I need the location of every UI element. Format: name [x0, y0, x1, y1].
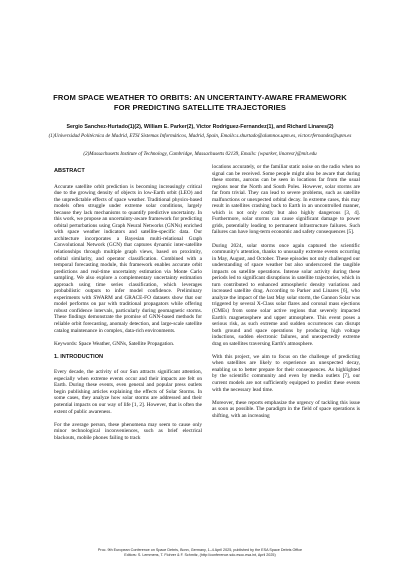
right-paragraph-2: During 2024, solar storms once again captured the scientific community's attention, thanks to unusually extreme events occurring in May, August, and October. These episodes not only challenged our understanding of space weather but also underscored the tangible impacts on satellite operations. Intense solar activity during these periods led to significant disruptions in satellite trajectories, which in turn contributed to enhanced atmospheric density variations and increased satellite drag. According to Parker and Linares [6], who analyze the impact of the last May solar storm, the Gannon Solar was triggered by several X-Class solar flares and coronal mass ejections (CMEs) from some solar active regions that severely impacted Earth's magnetosphere and upper atmosphere. This event poses a serious risk, as such extreme and sudden occurrences can disrupt both ground and space operations by producing high voltage inductions, sudden electronic failures, and unexpectedly extreme drag on satellites traversing Earth's atmosphere.: [212, 242, 360, 347]
right-paragraph-4: Moreover, these reports emphasize the urgency of tackling this issue as soon as possible. The paradigm in the field of space operations is shifting, with an increasing: [212, 399, 360, 419]
page-footer: [30, 548, 370, 558]
title-line-1: FROM SPACE WEATHER TO ORBITS: AN UNCERTAINTY-AWARE FRAMEWORK: [53, 93, 347, 102]
right-paragraph-3: With this project, we aim to focus on the challenge of predicting when satellites are likely to experience an unexpected decay, enabling us to better prepare for their consequences. As highlighted by the scientific community and even by media outlets [7], our current models are not sufficiently equipped to predict these events with the necessary lead time.: [212, 353, 360, 393]
paper-title: [40, 93, 360, 113]
keywords: Keywords: Space Weather, GNNs, Satellite Propagation.: [54, 340, 175, 347]
abstract-heading: ABSTRACT: [54, 168, 85, 174]
intro-paragraph-1: Every decade, the activity of our Sun attracts significant attention, especially when extreme events occur and their impacts are felt on Earth. During these events, even general and popular press outlets begin publishing articles explaining the effects of Solar Storms. In some cases, they analyze how solar storms are addressed and their potential impacts on our way of life [1, 2]. However, that is often the extent of public awareness.: [54, 369, 202, 415]
right-paragraph-1: locations accurately, or the familiar static noise on the radio when no signal can be received. Some people might also be aware that during these storms, auroras can be seen in locations far from the usual regions near the North and South Poles. However, solar storms are far from trivial. They can lead to severe problems, such as satellite malfunctions or unexpected orbital decay. In extreme cases, this may result in satellites crashing back to Earth in an uncontrolled manner, which is not only costly but also highly dangerous [3, 4]. Furthermore, solar storms can cause significant damage to power grids, potentially leading to permanent infrastructure failures. Such failures can have long-term economic and safety consequences [5].: [212, 164, 360, 236]
author-list: Sergio Sanchez-Hurtado(1)(2), William E. Parker(2), Victor Rodriguez-Fernandez(1), and Richard Linares(2): [66, 124, 334, 130]
left-column: [54, 164, 202, 448]
introduction-heading: 1. INTRODUCTION: [54, 353, 104, 360]
affiliation-1: (1)Universidad Politécnica de Madrid, ETSI Sistemas Informáticos, Madrid, Spain, Emails:s.shurtado@alumnos.upm.es, victor.rfernandez@upm.es: [48, 133, 352, 139]
affiliation-2: (2)Massachusetts Institute of Technology, Cambridge, Massachusetts 02139, Emails: {wparker, linaresr}@mit.edu: [83, 151, 317, 157]
intro-paragraph-2: For the average person, these phenomena may seem to cause only minor technological inconveniences, such as brief electrical blackouts, mobile phones failing to track: [54, 421, 202, 441]
footer-line-1: Proc. 9th European Conference on Space Debris, Bonn, Germany, 1–4 April 2025, published by the ESA Space Debris Office: [97, 548, 303, 552]
title-line-2: FOR PREDICTING SATELLITE TRAJECTORIES: [113, 103, 287, 112]
footer-line-2: Editors: S. Lemmens, T. Flohrer & F. Schmitz, (http://conference.sdo.esoc.esa.int, April 2025): [124, 552, 276, 557]
right-column: [212, 164, 360, 426]
abstract-text: Accurate satellite orbit prediction is becoming increasingly critical due to the growing density of objects in low-Earth orbit (LEO) and the unpredictable effects of space weather. Traditional physics-based models often struggle under extreme solar conditions, largely because they lack mechanisms to quantify predictive uncertainty. In this work, we propose an uncertainty-aware framework for predicting orbital perturbations using Graph Neural Networks (GNNs) enriched with space weather indicators and satellite-specific data. Our architecture incorporates a Bayesian multi-relational Graph Convolutional Network (GCN) that captures dynamic inter-satellite relationships through multiple graph views, based on proximity, orbital similarity, and operator classification. Combined with a temporal forecasting module, this framework enables accurate orbit predictions and real-time uncertainty estimation via Monte Carlo sampling. We also explore a complementary uncertainty estimation approach using time series classification, which leverages probabilistic outputs to infer model confidence. Preliminary experiments with SWARM and GRACE-FO datasets show that our model performs on par with traditional propagators while offering robust confidence intervals, particularly during geomagnetic storms. These findings demonstrate the promise of GNN-based methods for reliable orbit forecasting, anomaly detection, and large-scale satellite catalog maintenance in complex, data-rich environments.: [54, 183, 202, 334]
